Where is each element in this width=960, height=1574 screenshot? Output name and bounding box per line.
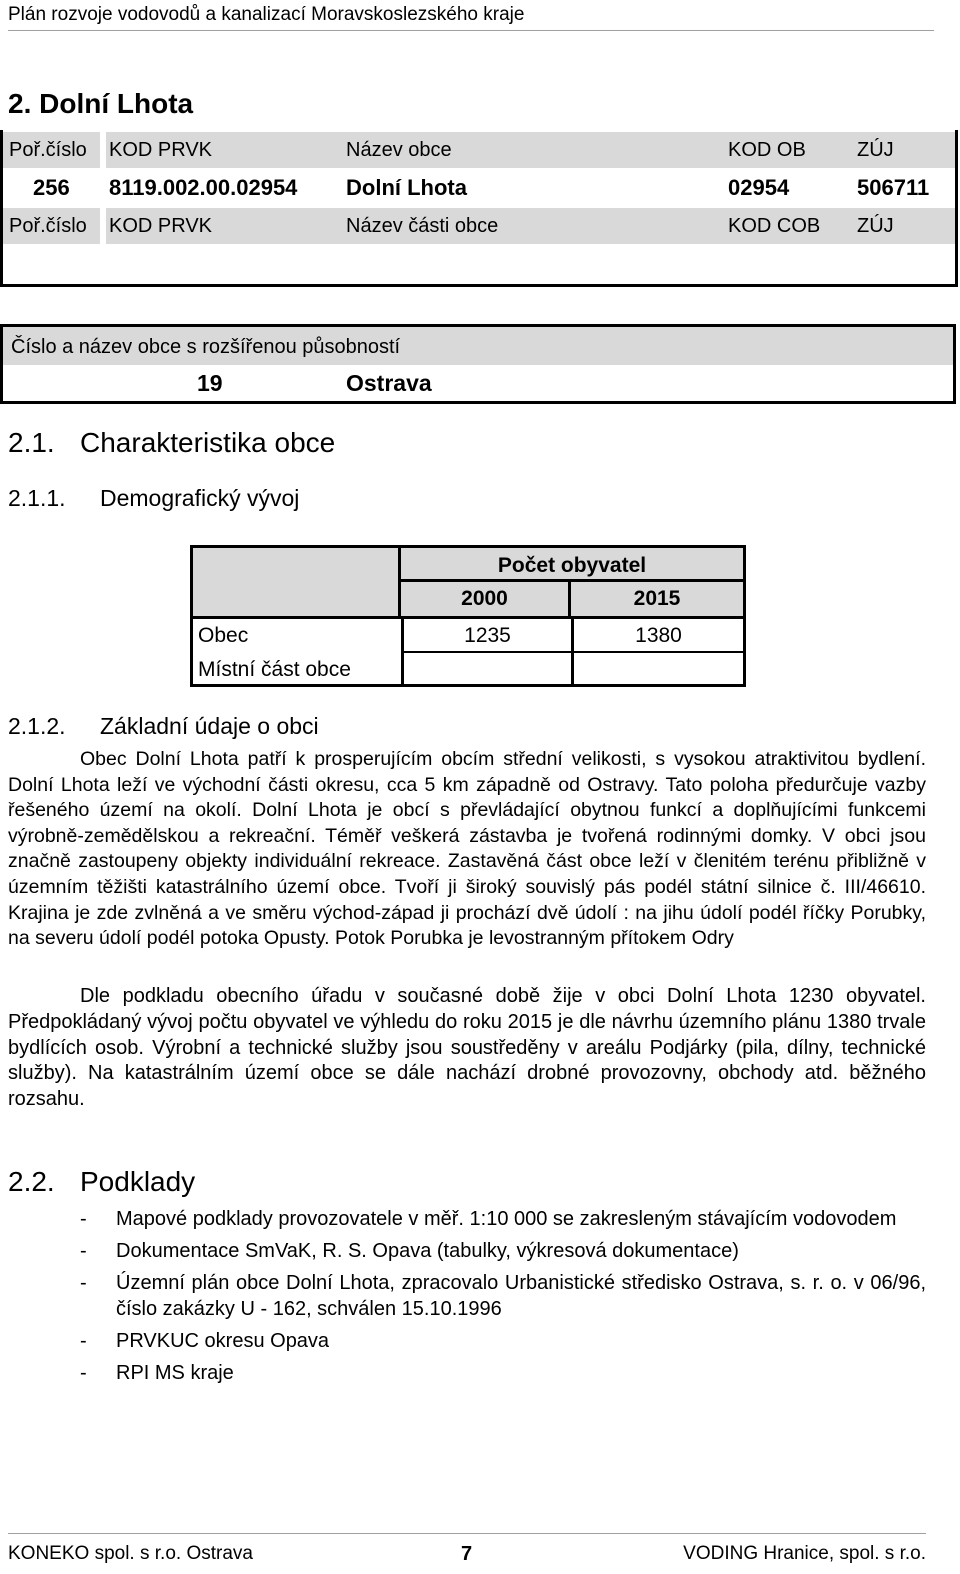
value-cell: 1235 xyxy=(464,624,511,647)
paragraph-population: Dle podkladu obecního úřadu v současné době žije v obci Dolní Lhota 1230 obyvatel. Předpokládaný vývoj počtu obyvatel ve výhledu do roku 2015 je dle návrhu územního plánu 1380 trvale bydlících osob. Výrobní a technické služby jsou soustředěny v areálu Podjárky (pila, dílny, technické služby). Na katastrálním území obce se dále nachází drobné provozovny, obchody atd. běžného rozsahu. xyxy=(8,985,926,1111)
orp-label: Číslo a název obce s rozšířenou působností xyxy=(11,336,401,358)
section-heading xyxy=(8,427,335,459)
row-label: Místní část obce xyxy=(198,658,351,681)
section-heading xyxy=(8,1166,195,1198)
podklady-list xyxy=(8,1206,926,1392)
list-item: - Územní plán obce Dolní Lhota, zpracovalo Urbanistické středisko Ostrava, s. r. o. v 06/96, číslo zakázky U - 162, schválen 15.10.1996 xyxy=(80,1272,926,1320)
table-row xyxy=(3,170,955,206)
header-cell: Poř.číslo xyxy=(9,215,87,237)
list-item: - PRVKUC okresu Opava xyxy=(80,1330,330,1352)
heading-text: Základní údaje o obci xyxy=(100,713,319,739)
list-item: - RPI MS kraje xyxy=(80,1362,234,1384)
header-cell: Název obce xyxy=(346,139,452,161)
header-cell: KOD OB xyxy=(728,139,806,161)
header-cell: ZÚJ xyxy=(857,139,894,161)
year-header: 2015 xyxy=(571,582,743,616)
subsection-heading xyxy=(8,485,299,512)
obec-identification-table xyxy=(0,130,958,287)
heading-number: 2.2. xyxy=(8,1166,55,1197)
heading-text: Podklady xyxy=(80,1166,196,1197)
value-cell: 1380 xyxy=(635,624,682,647)
page-header: Plán rozvoje vodovodů a kanalizací Moravskoslezského kraje xyxy=(8,4,934,31)
value-cell: 256 xyxy=(33,175,70,200)
header-cell: Název části obce xyxy=(346,215,499,237)
heading-number: 2.1.1. xyxy=(8,485,66,511)
population-table xyxy=(190,545,746,687)
orp-number: 19 xyxy=(197,370,223,396)
orp-name: Ostrava xyxy=(346,370,432,396)
year-header: 2000 xyxy=(401,582,571,616)
header-cell: KOD PRVK xyxy=(109,215,212,237)
header-cell: Poř.číslo xyxy=(9,139,87,161)
page-number: 7 xyxy=(461,1543,473,1565)
value-cell: Dolní Lhota xyxy=(346,175,467,200)
heading-text: Demografický vývoj xyxy=(100,485,300,511)
footer-left: KONEKO spol. s r.o. Ostrava xyxy=(8,1543,253,1564)
orp-table xyxy=(0,324,956,404)
row-label: Obec xyxy=(198,624,249,647)
subsection-heading xyxy=(8,713,319,740)
table-row xyxy=(3,132,955,168)
heading-number: 2.1. xyxy=(8,427,55,458)
value-cell: 8119.002.00.02954 xyxy=(109,175,298,200)
paragraph-description: Obec Dolní Lhota patří k prosperujícím obcím střední velikosti, s vysokou atraktivitou bydlení. Dolní Lhota leží ve východní části okresu, cca 5 km západně od Ostravy. Tato poloha předurčuje vazby řešeného území na okolí. Dolní Lhota je obcí s převládající obytnou funkcí a doplňujícími funkcemi výrobně-zemědělskou a rekreační. Téměř veškerá zástavba je tvořená rodinnými domky. V obci jsou značně zastoupeny objekty individuální rekreace. Zastavěná část obce leží v členitém terénu přibližně v územním těžišti katastrálního území obce. Tvoří ji široký souvislý pás podél státní silnice č. III/46610. Krajina je zde zvlněná a ve směru východ-západ ji prochází dvě údolí : na jihu údolí podél říčky Porubky, na severu údolí podél potoka Opusty. Potok Porubka je levostranným přítokem Odry xyxy=(8,748,926,950)
section-title: 2. Dolní Lhota xyxy=(8,88,194,119)
list-item: - Mapové podklady provozovatele v měř. 1:10 000 se zakresleným stávajícím vodovodem xyxy=(80,1208,897,1230)
header-cell: KOD PRVK xyxy=(109,139,212,161)
value-cell: 02954 xyxy=(728,175,790,200)
header-cell: ZÚJ xyxy=(857,215,894,237)
value-cell: 506711 xyxy=(857,175,930,200)
heading-text: Charakteristika obce xyxy=(80,427,336,458)
population-header: Počet obyvatel xyxy=(401,548,743,582)
footer-right: VODING Hranice, spol. s r.o. xyxy=(683,1543,926,1564)
table-row xyxy=(3,208,955,244)
header-cell: KOD COB xyxy=(728,215,821,237)
list-item: - Dokumentace SmVaK, R. S. Opava (tabulky, výkresová dokumentace) xyxy=(80,1240,739,1262)
table-corner xyxy=(193,548,401,616)
page-footer xyxy=(8,1533,926,1568)
heading-number: 2.1.2. xyxy=(8,713,66,739)
